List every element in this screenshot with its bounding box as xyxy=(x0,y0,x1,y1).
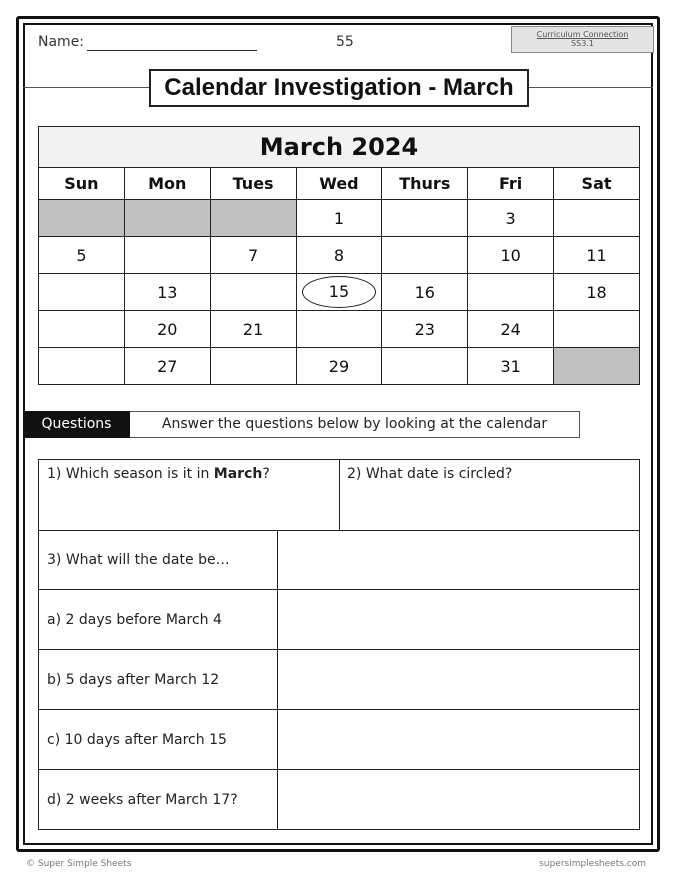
question-1-suffix: ? xyxy=(262,466,270,482)
calendar-cell xyxy=(39,274,125,311)
calendar-cell-empty xyxy=(210,200,296,237)
question-3d: d) 2 weeks after March 17? xyxy=(47,792,238,808)
question-1 xyxy=(47,466,270,482)
calendar-cell xyxy=(382,200,468,237)
calendar-cell-circled xyxy=(296,274,382,311)
footer-website: supersimplesheets.com xyxy=(539,859,646,869)
calendar-table xyxy=(38,126,640,385)
calendar-cell: 13 xyxy=(124,274,210,311)
question-3c: c) 10 days after March 15 xyxy=(47,732,227,748)
calendar-cell: 20 xyxy=(124,311,210,348)
question-3b: b) 5 days after March 12 xyxy=(47,672,220,688)
answer-1-area[interactable] xyxy=(39,500,339,530)
calendar-cell: 7 xyxy=(210,237,296,274)
day-header: Mon xyxy=(124,168,210,200)
circled-date: 15 xyxy=(302,276,376,308)
title-rule-right xyxy=(529,87,653,88)
footer-copyright: © Super Simple Sheets xyxy=(26,859,132,869)
day-header: Wed xyxy=(296,168,382,200)
calendar-cell xyxy=(39,348,125,385)
calendar-cell: 31 xyxy=(468,348,554,385)
calendar-week xyxy=(39,274,640,311)
calendar-cell: 8 xyxy=(296,237,382,274)
name-label: Name: xyxy=(38,34,85,50)
calendar-cell: 21 xyxy=(210,311,296,348)
questions-bar xyxy=(23,411,580,438)
answer-3a-area[interactable] xyxy=(277,589,639,649)
day-header: Sun xyxy=(39,168,125,200)
calendar-cell: 16 xyxy=(382,274,468,311)
calendar-cell xyxy=(210,348,296,385)
answer-3c-area[interactable] xyxy=(277,709,639,769)
calendar-cell: 3 xyxy=(468,200,554,237)
calendar-cell-empty xyxy=(39,200,125,237)
calendar-cell: 5 xyxy=(39,237,125,274)
question-1-bold: March xyxy=(213,466,263,482)
question-grid xyxy=(38,459,640,830)
calendar-cell-empty xyxy=(554,348,640,385)
day-header: Sat xyxy=(554,168,640,200)
calendar-cell: 27 xyxy=(124,348,210,385)
questions-instruction: Answer the questions below by looking at the calendar xyxy=(130,411,580,438)
calendar-cell xyxy=(382,348,468,385)
day-header: Thurs xyxy=(382,168,468,200)
curriculum-code: SS3.1 xyxy=(571,39,594,48)
curriculum-connection-box xyxy=(511,26,654,53)
name-field-line[interactable] xyxy=(87,50,257,51)
questions-label: Questions xyxy=(23,411,130,438)
answer-3-area[interactable] xyxy=(277,530,639,589)
question-1-text: 1) Which season is it in xyxy=(47,466,214,482)
answer-2-area[interactable] xyxy=(339,500,639,530)
answer-3b-area[interactable] xyxy=(277,649,639,709)
calendar-cell: 18 xyxy=(554,274,640,311)
calendar-cell: 1 xyxy=(296,200,382,237)
day-header: Fri xyxy=(468,168,554,200)
calendar-cell: 10 xyxy=(468,237,554,274)
calendar-cell xyxy=(296,311,382,348)
calendar-title: March 2024 xyxy=(39,127,640,168)
page-number: 55 xyxy=(336,34,354,50)
calendar-cell xyxy=(39,311,125,348)
calendar-cell xyxy=(210,274,296,311)
answer-3d-area[interactable] xyxy=(277,769,639,829)
calendar-week xyxy=(39,237,640,274)
question-3: 3) What will the date be… xyxy=(47,552,230,568)
question-2: 2) What date is circled? xyxy=(347,466,513,482)
calendar-cell-empty xyxy=(124,200,210,237)
calendar-day-header xyxy=(39,168,640,200)
curriculum-title: Curriculum Connection xyxy=(536,30,629,39)
page-title: Calendar Investigation - March xyxy=(149,69,529,107)
day-header: Tues xyxy=(210,168,296,200)
calendar-week xyxy=(39,200,640,237)
calendar-cell xyxy=(554,200,640,237)
calendar-week xyxy=(39,348,640,385)
question-3a: a) 2 days before March 4 xyxy=(47,612,222,628)
calendar-cell xyxy=(468,274,554,311)
calendar-cell: 24 xyxy=(468,311,554,348)
calendar-week xyxy=(39,311,640,348)
title-rule-left xyxy=(23,87,149,88)
calendar-cell: 11 xyxy=(554,237,640,274)
calendar-cell xyxy=(382,237,468,274)
calendar-cell: 29 xyxy=(296,348,382,385)
calendar-cell: 23 xyxy=(382,311,468,348)
calendar-cell xyxy=(124,237,210,274)
calendar-cell xyxy=(554,311,640,348)
